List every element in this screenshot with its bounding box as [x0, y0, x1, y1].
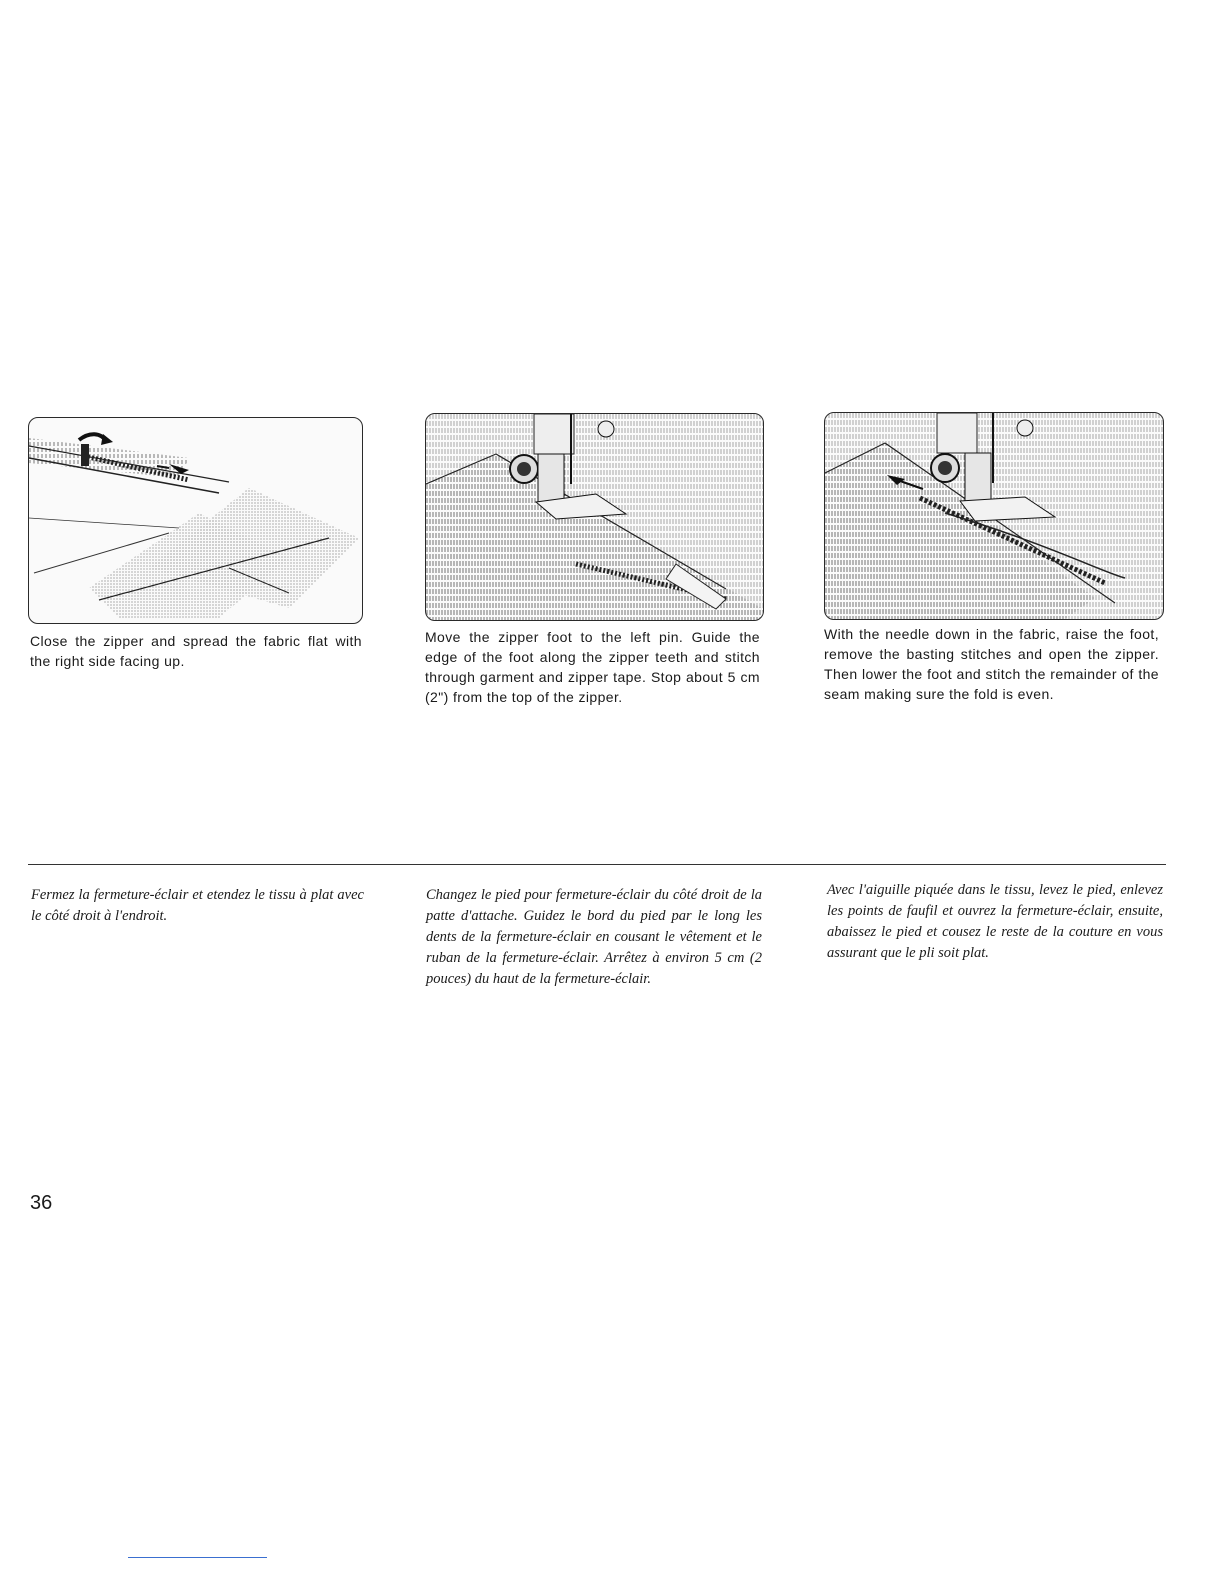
finish-seam-drawing — [825, 413, 1163, 619]
footer-line — [128, 1557, 267, 1558]
illustration-zipper-foot-stitching — [425, 413, 764, 621]
page-number: 36 — [30, 1192, 53, 1214]
illustration-zipper-closed — [28, 417, 363, 624]
step1-caption-fr: Fermez la fermeture-éclair et etendez le tissu à plat avec le côté droit à l'endroit. — [31, 887, 364, 924]
zipper-foot-drawing — [426, 414, 763, 620]
zipper-closed-drawing — [29, 418, 362, 623]
section-divider — [28, 864, 1166, 865]
step2-caption-en: Move the zipper foot to the left pin. Guide the edge of the foot along the zipper teeth and stitch through garment and zipper tape. Stop about 5 cm (2") from the top of the zipper. — [425, 629, 760, 705]
step3-caption-fr: Avec l'aiguille piquée dans le tissu, levez le pied, enlevez les points de faufil et ouvrez la fermeture-éclair, ensuite, abaissez le pied et cousez le reste de la couture en vous assurant que le pli soit plat. — [827, 882, 1163, 961]
step2-caption-fr: Changez le pied pour fermeture-éclair du côté droit de la patte d'attache. Guidez le bord du pied par le long les dents de la fermeture-éclair en cousant le vêtement et le ruban de la fermeture-éclair. Arrêtez à environ 5 cm (2 pouces) du haut de la fermeture-éclair. — [426, 887, 762, 987]
step3-caption-en: With the needle down in the fabric, raise the foot, remove the basting stitches and open the zipper. Then lower the foot and stitch the remainder of the seam making sure the fold is even. — [824, 626, 1159, 702]
step1-caption-en: Close the zipper and spread the fabric flat with the right side facing up. — [30, 633, 362, 669]
illustration-open-zipper-finish — [824, 412, 1164, 620]
